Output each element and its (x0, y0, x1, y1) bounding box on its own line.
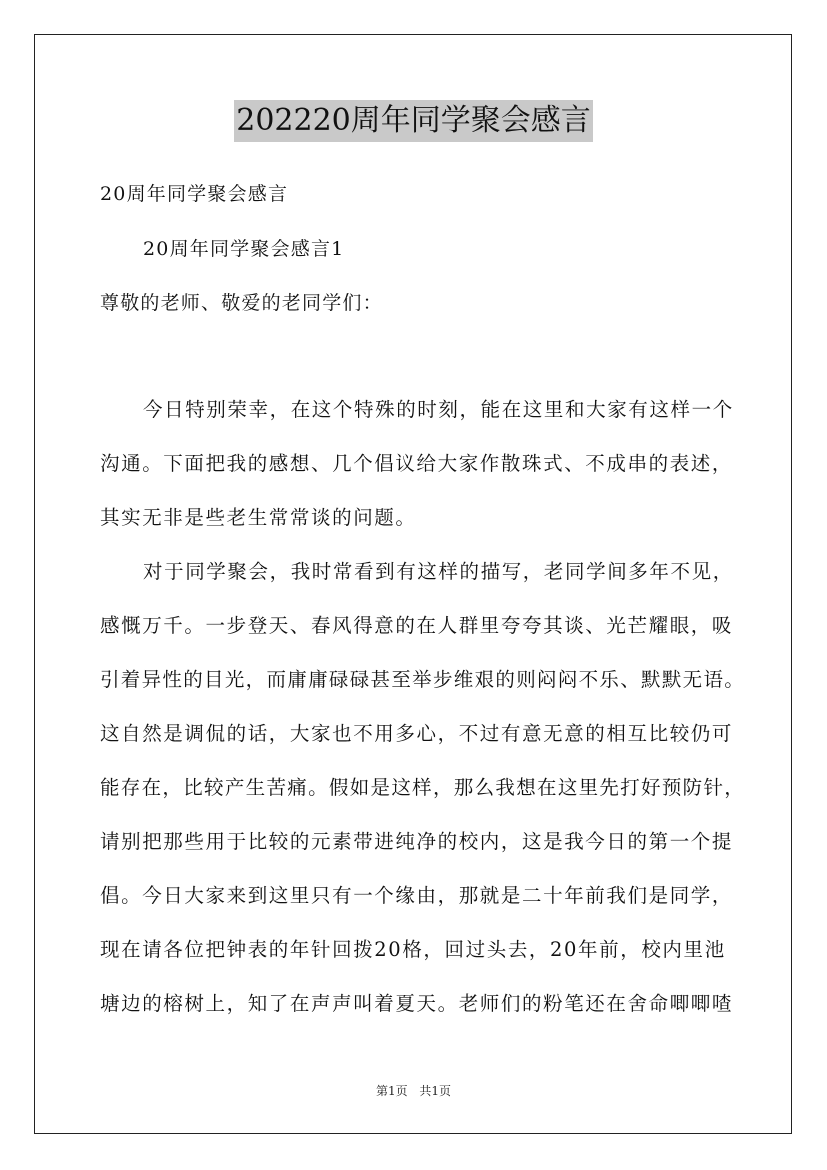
paragraph-line: 沟通。下面把我的感想、几个倡议给大家作散珠式、不成串的表述， (100, 452, 734, 475)
paragraph-line: 其实无非是些老生常常谈的问题。 (100, 506, 417, 529)
page-footer (0, 1083, 827, 1099)
paragraph-line: 现在请各位把钟表的年针回拨20格，回过头去，20年前，校内里池 (100, 938, 726, 961)
paragraph-line: 请别把那些用于比较的元素带进纯净的校内，这是我今日的第一个提 (100, 830, 734, 853)
paragraph-line: 今日特别荣幸，在这个特殊的时刻，能在这里和大家有这样一个 (143, 398, 734, 421)
subtitle: 20周年同学聚会感言 (100, 183, 289, 205)
paragraph-line: 感慨万千。一步登天、春风得意的在人群里夸夸其谈、光芒耀眼，吸 (100, 614, 734, 637)
paragraph-line: 这自然是调侃的话，大家也不用多心，不过有意无意的相互比较仍可 (100, 722, 734, 745)
paragraph-line: 倡。今日大家来到这里只有一个缘由，那就是二十年前我们是同学， (100, 884, 734, 907)
paragraph-line: 塘边的榕树上，知了在声声叫着夏天。老师们的粉笔还在舍命唧唧喳 (100, 992, 734, 1015)
section-heading: 20周年同学聚会感言1 (143, 238, 345, 260)
document-title: 202220周年同学聚会感言 (234, 100, 593, 142)
paragraph-line: 对于同学聚会，我时常看到有这样的描写，老同学间多年不见， (143, 560, 734, 583)
paragraph-line: 能存在，比较产生苦痛。假如是这样，那么我想在这里先打好预防针， (100, 776, 746, 799)
page-number: 第1页 (375, 1084, 408, 1098)
page-total: 共1页 (419, 1084, 452, 1098)
title-container (0, 100, 827, 142)
salutation: 尊敬的老师、敬爱的老同学们： (100, 292, 383, 314)
paragraph-line: 引着异性的目光，而庸庸碌碌甚至举步维艰的则闷闷不乐、默默无语。 (100, 668, 746, 691)
